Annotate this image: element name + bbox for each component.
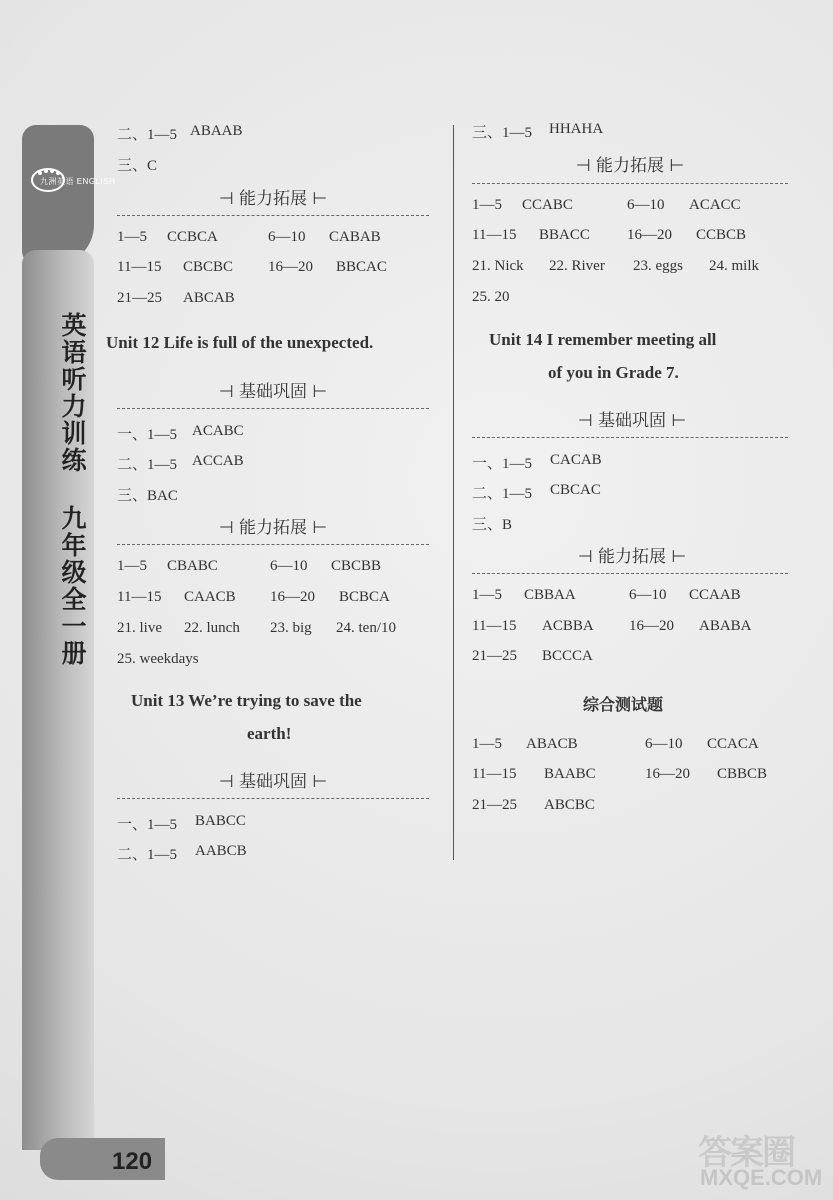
section-heading-ability: ⊣ 能力拓展 ⊢ bbox=[218, 518, 328, 538]
dashed-rule bbox=[117, 215, 429, 216]
section-heading-basics: ⊣ 基础巩固 ⊢ bbox=[218, 382, 328, 402]
book-title: 英语听力训练 bbox=[58, 312, 87, 474]
section-heading-ability: ⊣ 能力拓展 ⊢ bbox=[218, 189, 328, 209]
section-heading-basics: ⊣ 基础巩固 ⊢ bbox=[218, 772, 328, 792]
unit-14-heading-cont: of you in Grade 7. bbox=[548, 363, 679, 382]
unit-14-heading: Unit 14 I remember meeting all bbox=[489, 330, 717, 349]
dashed-rule bbox=[472, 437, 788, 438]
sidebar-header-block bbox=[22, 125, 94, 265]
column-divider bbox=[453, 125, 454, 860]
watermark-url: MXQE.COM bbox=[700, 1165, 823, 1190]
page: 九洲英语 ENGLISH 英语听力训练 九年级全一册 120 答案圈 MXQE.COM 二、1—5 ABAAB 三、C ⊣ 能力拓展 ⊢ 1—5 CCBCA 6—10 CABAB 11—15 CBCBC 16—20 BBCAC 21—25 ABCAB Unit 12 Life is full of the unexpected. ⊣ 基础巩固 ⊢ 一、1—5 ACABC 二、1—5 ACCAB 三、BAC ⊣ 能力拓展 ⊢ 1—5 CBABC 6—10 CBCBB 11—15 CAACB 16—20 BCBCA 21. live 22. lunch 23. big 24. ten/10 25. weekdays Unit 13 We’re trying to save the earth! ⊣ 基础巩固 ⊢ 一、1—5 BABCC 二、1—5 AABCB 三、1—5 HHAHA ⊣ 能力拓展 ⊢ 1—5 CCABC 6—10 ACACC 11—15 BBACC 16—20 CCBCB 21. Nick 22. River 23. eggs 24. milk 25. 20 Unit 14 I remember meeting all of you in Grade 7. ⊣ 基础巩固 ⊢ 一、1—5 CACAB 二、1—5 CBCAC 三、B ⊣ 能力拓展 ⊢ 1—5 CBBAA 6—10 CCAAB 11—15 ACBBA 16—20 ABABA 21—25 BCCCA 综合测试题 1—5 ABACB 6—10 CCACA 11—15 BAABC 16—20 CBBCB 21—25 ABCBC bbox=[0, 0, 833, 1200]
unit-13-heading: Unit 13 We’re trying to save the bbox=[131, 691, 362, 710]
dashed-rule bbox=[117, 544, 429, 545]
comprehensive-test-heading: 综合测试题 bbox=[583, 695, 664, 714]
unit-13-heading-cont: earth! bbox=[247, 724, 292, 743]
page-number: 120 bbox=[112, 1148, 153, 1175]
dashed-rule bbox=[472, 183, 788, 184]
logo-text: 九洲英语 ENGLISH bbox=[40, 177, 116, 186]
dashed-rule bbox=[117, 798, 429, 799]
dashed-rule bbox=[117, 408, 429, 409]
book-subtitle: 九年级全一册 bbox=[58, 505, 87, 667]
unit-12-heading: Unit 12 Life is full of the unexpected. bbox=[106, 333, 374, 352]
section-heading-basics: ⊣ 基础巩固 ⊢ bbox=[577, 411, 687, 431]
section-heading-ability: ⊣ 能力拓展 ⊢ bbox=[577, 547, 687, 567]
watermark-logo: 答案圈 bbox=[698, 1133, 794, 1173]
section-heading-ability: ⊣ 能力拓展 ⊢ bbox=[575, 156, 685, 176]
dashed-rule bbox=[472, 573, 788, 574]
